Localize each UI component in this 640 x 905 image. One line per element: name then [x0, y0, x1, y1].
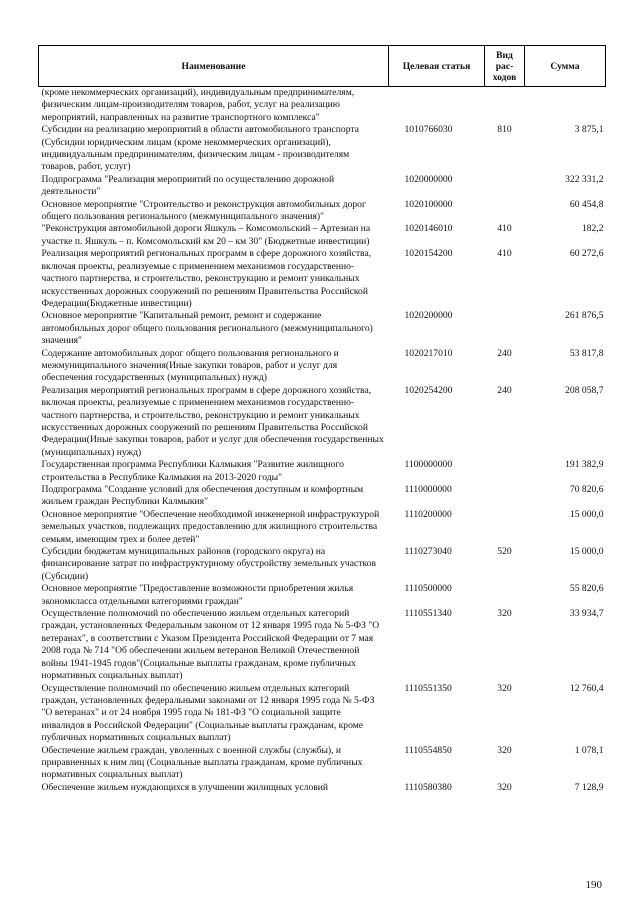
- row-sum: 33 934,7: [569, 608, 604, 620]
- row-code: 1020000000: [404, 173, 453, 185]
- row-expense-type: [485, 484, 525, 509]
- row-name: Субсидии на реализацию мероприятий в области автомобильного транспорта (Субсидии юридическим лицам (кроме некоммерческих организаций), индивидуальным предпринимателям, физическим лицам - производителям товаров, работ, услуг): [41, 124, 359, 173]
- row-expense-type: [485, 199, 525, 224]
- row-sum: 55 820,6: [569, 583, 604, 595]
- table-row: [39, 782, 606, 794]
- header-sum: Сумма: [525, 46, 606, 87]
- row-sum: 3 875,1: [574, 124, 604, 136]
- row-name: Реализация мероприятий региональных программ в сфере дорожного хозяйства, включая проекты, реализуемые с применением механизмов государственно-частного партнерства, и строительство, реконструкцию и ремонт уникальных искусственных дорожных сооружений по решениям Правительства Российской Федерации(Иные закупки товаров, работ и услуг для обеспечения государственных (муниципальных) нужд): [41, 384, 384, 458]
- row-sum: 60 272,6: [569, 248, 604, 260]
- row-expense-type: [485, 87, 525, 125]
- row-code: [389, 87, 485, 125]
- header-expense-type-line1: Вид: [496, 49, 513, 61]
- table-row: [39, 484, 606, 509]
- row-code: 1110580380: [404, 781, 452, 793]
- row-expense-type: 810: [497, 124, 512, 136]
- row-sum: 53 817,8: [569, 347, 604, 359]
- row-sum: 15 000,0: [569, 508, 604, 520]
- row-name: Субсидии бюджетам муниципальных районов (городского округа) на финансирование затрат по инфраструктурному обустройству земельных участков (Субсидии): [41, 546, 376, 582]
- table-row: [39, 310, 606, 347]
- row-sum: 261 876,5: [565, 310, 604, 322]
- row-name: "Реконструкция автомобильной дороги Яшкуль – Комсомольский – Артезиан на участке п. Яшкуль – п. Комсомольский км 20 – км 30" (Бюджетные инвестиции): [41, 223, 371, 247]
- row-code: 1110500000: [404, 583, 452, 595]
- table-body: [39, 87, 606, 795]
- row-name: Реализация мероприятий региональных программ в сфере дорожного хозяйства, включая проекты, реализуемые с применением механизмов государственно-частного партнерства, и строительство, реконструкцию и ремонт уникальных искусственных дорожных сооружений по решениям Правительства Российской Федерации(Бюджетные инвестиции): [41, 248, 372, 309]
- row-sum: 15 000,0: [569, 546, 604, 558]
- row-name: (кроме некоммерческих организаций), индивидуальным предпринимателям, физическим лицам-производителям товаров, работ, услуг на реализацию мероприятий, направленных на развитие транспортного комплекса": [41, 87, 355, 123]
- row-name: Основное мероприятие "Капитальный ремонт, ремонт и содержание автомобильных дорог общего пользования регионального (межмуниципального) значения": [41, 310, 373, 347]
- table-row: [39, 124, 606, 174]
- table-row: [39, 87, 606, 125]
- page-number: 190: [585, 879, 602, 891]
- row-code: 1010766030: [404, 124, 453, 136]
- row-sum: 1 078,1: [574, 744, 604, 756]
- row-expense-type: [485, 509, 525, 546]
- header-expense-type-line3: ходов: [492, 71, 517, 83]
- row-name: Содержание автомобильных дорог общего пользования регионального и межмуниципального значения(Иные закупки товаров, работ и услуг для обеспечения государственных (муниципальных) нужд): [41, 347, 339, 384]
- row-expense-type: 520: [497, 546, 512, 558]
- table-row: [39, 583, 606, 608]
- row-code: 1110551340: [404, 608, 452, 620]
- row-sum: 12 760,4: [569, 682, 604, 694]
- table-row: [39, 248, 606, 310]
- row-expense-type: 320: [497, 682, 512, 694]
- row-name: Подпрограмма "Реализация мероприятий по осуществлению дорожной деятельности": [41, 173, 335, 198]
- row-name: Государственная программа Республики Калмыкия "Развитие жилищного строительства в Республике Калмыкия на 2013-2020 годы": [41, 459, 344, 483]
- row-name: Обеспечение жильем граждан, уволенных с военной службы (службы), и приравненных к ним лиц (Социальные выплаты гражданам, кроме публичных нормативных социальных выплат): [41, 744, 363, 781]
- budget-document: [38, 45, 605, 794]
- row-code: 1020146010: [404, 223, 453, 235]
- row-expense-type: [485, 583, 525, 608]
- row-sum: 7 128,9: [574, 781, 604, 793]
- row-code: 1110200000: [404, 508, 452, 520]
- table-row: [39, 683, 606, 745]
- row-expense-type: 320: [497, 744, 512, 756]
- row-expense-type: 240: [497, 347, 512, 359]
- row-code: 1020154200: [404, 248, 453, 260]
- table-row: [39, 199, 606, 224]
- table-row: [39, 174, 606, 199]
- row-sum: 191 382,9: [565, 459, 604, 471]
- row-expense-type: 320: [497, 781, 512, 793]
- row-expense-type: [485, 310, 525, 347]
- row-name: Осуществление полномочий по обеспечению жильем отдельных категорий граждан, установленных федеральными законами от 12 января 1995 года № 5-ФЗ "О ветеранах" и от 24 ноября 1995 года № 181-ФЗ "О социальной защите инвалидов в Российской Федерации" (Социальные выплаты гражданам, кроме публичных нормативных социальных выплат): [41, 682, 375, 744]
- table-row: [39, 546, 606, 583]
- row-name: Подпрограмма "Создание условий для обеспечения доступным и комфортным жильем граждан Республики Калмыкия": [41, 484, 364, 508]
- table-header-row: [39, 46, 606, 87]
- table-row: [39, 348, 606, 385]
- row-name: Основное мероприятие "Строительство и реконструкция автомобильных дорог общего пользования регионального (межмуниципального значения)": [41, 198, 366, 223]
- header-code: Целевая статья: [389, 46, 485, 87]
- row-expense-type: 240: [497, 384, 512, 396]
- row-name: Осуществление полномочий по обеспечению жильем отдельных категорий граждан, установленных Федеральным законом от 12 января 1995 года № 5-ФЗ "О ветеранах", в соответствии с Указом Президента Российской Федерации от 7 мая 2008 года № 714 "Об обеспечении жильем ветеранов Великой Отечественной войны 1941-1945 годов"(Социальные выплаты гражданам, кроме публичных нормативных социальных выплат): [41, 608, 380, 682]
- table-row: [39, 608, 606, 682]
- row-expense-type: [485, 459, 525, 484]
- row-sum: [525, 87, 606, 125]
- row-sum: 70 820,6: [569, 484, 604, 495]
- row-sum: 182,2: [581, 223, 604, 235]
- row-expense-type: 410: [497, 248, 512, 260]
- row-name: Обеспечение жильем нуждающихся в улучшении жилищных условий: [41, 781, 329, 793]
- row-sum: 60 454,8: [569, 198, 604, 210]
- row-sum: 208 058,7: [565, 384, 604, 396]
- table-row: [39, 459, 606, 484]
- row-code: 1020217010: [404, 347, 453, 359]
- row-expense-type: [485, 174, 525, 199]
- table-row: [39, 223, 606, 248]
- table-row: [39, 509, 606, 546]
- header-expense-type-line2: рас-: [495, 60, 514, 72]
- row-expense-type: 410: [497, 223, 512, 235]
- row-code: 1110554850: [404, 744, 452, 756]
- budget-table: [38, 45, 606, 794]
- row-code: 1020254200: [404, 384, 453, 396]
- row-code: 1100000000: [404, 459, 453, 471]
- row-code: 1110000000: [404, 484, 452, 495]
- row-code: 1110273040: [404, 546, 452, 558]
- table-row: [39, 745, 606, 782]
- header-name: Наименование: [39, 46, 389, 87]
- row-expense-type: 320: [497, 608, 512, 620]
- row-name: Основное мероприятие "Предоставление возможности приобретения жилья экономкласса отдельными категориями граждан": [41, 583, 354, 607]
- row-code: 1110551350: [404, 682, 452, 694]
- header-expense-type: [485, 46, 525, 87]
- row-code: 1020200000: [404, 310, 453, 322]
- row-name: Основное мероприятие "Обеспечение необходимой инженерной инфраструктурой земельных участков, подлежащих предоставлению для жилищного строительства семьям, имеющим трех и более детей": [41, 508, 380, 545]
- row-code: 1020100000: [404, 198, 453, 210]
- table-row: [39, 385, 606, 459]
- row-sum: 322 331,2: [565, 173, 604, 185]
